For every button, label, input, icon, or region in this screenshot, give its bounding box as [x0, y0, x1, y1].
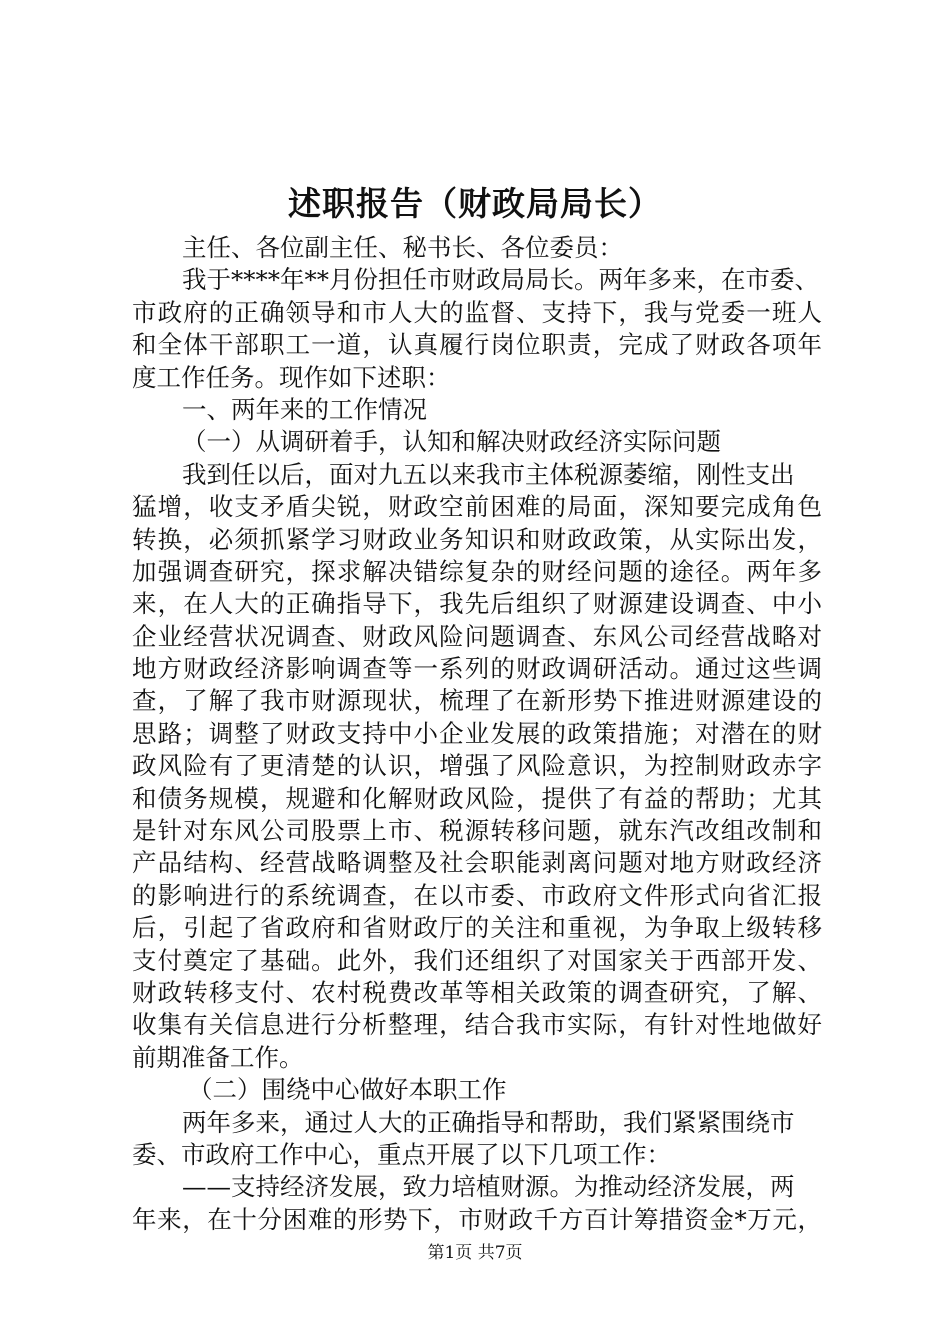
paragraph-line: 转换，必须抓紧学习财政业务知识和财政政策，从实际出发， [132, 524, 822, 554]
paragraph-line: 后，引起了省政府和省财政厅的关注和重视，为争取上级转移 [132, 913, 822, 943]
document-body [132, 232, 822, 1236]
paragraph-line: 支付奠定了基础。此外，我们还组织了对国家关于西部开发、 [132, 945, 822, 975]
page-footer: 第1页 共7页 [427, 1243, 523, 1263]
paragraph-line: 我于****年**月份担任市财政局局长。两年多来，在市委、 [182, 265, 819, 295]
paragraph-line: 企业经营状况调查、财政风险问题调查、东风公司经营战略对 [132, 621, 822, 651]
paragraph-line: 思路；调整了财政支持中小企业发展的政策措施；对潜在的财 [132, 718, 822, 748]
paragraph-line: 是针对东风公司股票上市、税源转移问题，就东汽改组改制和 [132, 816, 822, 846]
subsection-heading: （一）从调研着手，认知和解决财政经济实际问题 [182, 427, 721, 457]
paragraph-line: 来，在人大的正确指导下，我先后组织了财源建设调查、中小 [132, 589, 822, 619]
paragraph-line: 产品结构、经营战略调整及社会职能剥离问题对地方财政经济 [132, 848, 822, 878]
subsection-heading: （二）围绕中心做好本职工作 [188, 1075, 507, 1105]
paragraph-line: 查，了解了我市财源现状，梳理了在新形势下推进财源建设的 [132, 686, 822, 716]
paragraph-line: 和债务规模，规避和化解财政风险，提供了有益的帮助；尤其 [132, 783, 822, 813]
paragraph-line: 地方财政经济影响调查等一系列的财政调研活动。通过这些调 [132, 654, 822, 684]
paragraph-line: 的影响进行的系统调查，在以市委、市政府文件形式向省汇报 [132, 880, 822, 910]
paragraph-line: 我到任以后，面对九五以来我市主体税源萎缩，刚性支出 [182, 459, 795, 489]
paragraph-line: 度工作任务。现作如下述职： [132, 362, 451, 392]
paragraph-line: 财政转移支付、农村税费改革等相关政策的调查研究，了解、 [132, 977, 822, 1007]
paragraph-line: 市政府的正确领导和市人大的监督、支持下，我与党委一班人 [132, 297, 822, 327]
paragraph-line: ——支持经济发展，致力培植财源。为推动经济发展，两 [182, 1172, 795, 1202]
salutation-line: 主任、各位副主任、秘书长、各位委员： [182, 233, 623, 262]
paragraph-line: 两年多来，通过人大的正确指导和帮助，我们紧紧围绕市 [182, 1107, 795, 1137]
paragraph-line: 和全体干部职工一道，认真履行岗位职责，完成了财政各项年 [132, 330, 822, 360]
document-title: 述职报告（财政局局长） [288, 184, 662, 223]
paragraph-line: 猛增，收支矛盾尖锐，财政空前困难的局面，深知要完成角色 [132, 492, 822, 522]
paragraph-line: 加强调查研究，探求解决错综复杂的财经问题的途径。两年多 [132, 556, 822, 586]
paragraph-line: 政风险有了更清楚的认识，增强了风险意识，为控制财政赤字 [132, 751, 822, 781]
section-heading: 一、两年来的工作情况 [182, 394, 427, 424]
paragraph-line: 收集有关信息进行分析整理，结合我市实际，有针对性地做好 [132, 1010, 822, 1040]
paragraph-line: 年来，在十分困难的形势下，市财政千方百计筹措资金*万元， [132, 1204, 822, 1234]
paragraph-line: 委、市政府工作中心，重点开展了以下几项工作： [132, 1139, 671, 1169]
paragraph-line: 前期准备工作。 [132, 1042, 304, 1072]
